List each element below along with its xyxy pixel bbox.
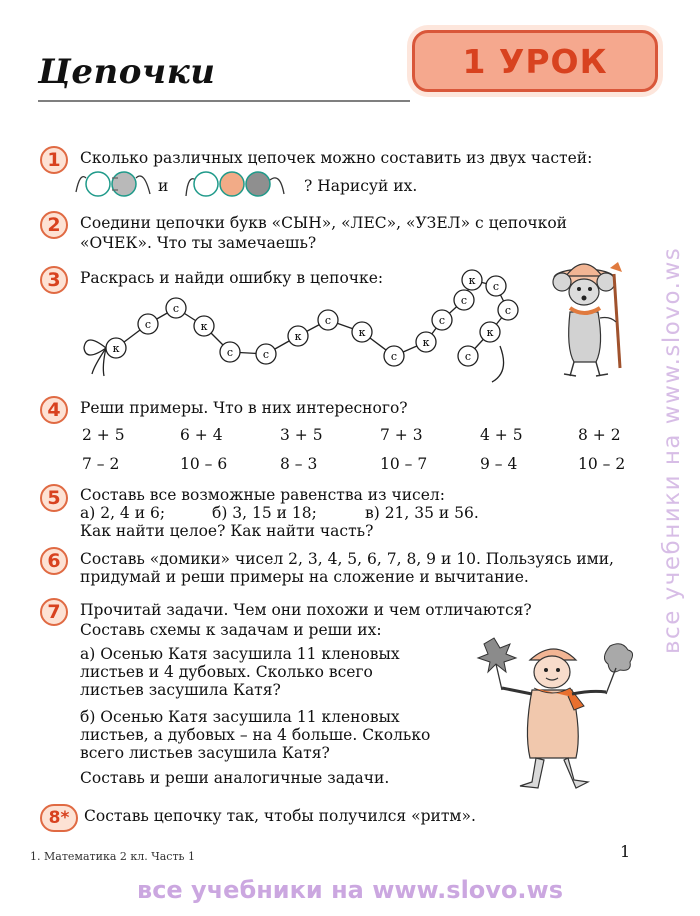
- bead-letter: с: [390, 350, 398, 363]
- example-r2-3: 8 – 3: [280, 455, 318, 473]
- bead-letter: с: [226, 346, 234, 359]
- task-2-line-1: Соедини цепочки букв «СЫН», «ЛЕС», «УЗЕЛ» с цепочкой: [80, 214, 568, 232]
- example-r2-2: 10 – 6: [180, 455, 228, 473]
- girl-coat-icon: [502, 688, 606, 758]
- task-7b-line-2: листьев, а дубовых – на 4 больше. Сколько: [80, 726, 431, 744]
- chain-bow-icon: [84, 340, 106, 376]
- girl-illustration: [472, 632, 640, 792]
- bead-letter: к: [486, 326, 494, 339]
- bead: [486, 276, 506, 296]
- bead: [138, 314, 158, 334]
- example-r1-2: 6 + 4: [180, 426, 223, 444]
- task-5-number: 5: [40, 484, 68, 512]
- chain-tail: [492, 346, 504, 382]
- bead-letter: с: [144, 318, 152, 331]
- bead: [454, 290, 474, 310]
- task-7-line-1: Прочитай задачи. Чем они похожи и чем отличаются?: [80, 601, 532, 619]
- bead: [288, 326, 308, 346]
- bead-letter: с: [324, 314, 332, 327]
- page-title: Цепочки: [38, 52, 216, 92]
- bead: [318, 310, 338, 330]
- task-6-line-1: Составь «домики» чисел 2, 3, 4, 5, 6, 7, 8, 9 и 10. Пользуясь ими,: [80, 550, 614, 568]
- task-1-tail: ? Нарисуй их.: [304, 177, 418, 195]
- task-6-line-2: придумай и реши примеры на сложение и вычитание.: [80, 568, 529, 586]
- example-r1-3: 3 + 5: [280, 426, 323, 444]
- example-r2-5: 9 – 4: [480, 455, 518, 473]
- chain-gray-gray: [76, 172, 150, 196]
- bead-letter: к: [294, 330, 302, 343]
- bead-letter: к: [200, 320, 208, 333]
- bead: [480, 322, 500, 342]
- page-number: 1: [620, 842, 631, 861]
- chain-orange-gray: [186, 172, 284, 196]
- footer-book-title: 1. Математика 2 кл. Часть 1: [30, 850, 196, 863]
- task-7b-line-1: б) Осенью Катя засушила 11 кленовых: [80, 708, 400, 726]
- bead: [352, 322, 372, 342]
- girl-face-icon: [534, 656, 570, 688]
- task-1-chains: [70, 168, 310, 202]
- task-3-number: 3: [40, 266, 68, 294]
- lesson-badge: 1 УРОК: [412, 30, 658, 92]
- bead: [194, 316, 214, 336]
- example-r2-6: 10 – 2: [578, 455, 626, 473]
- task-8-text: Составь цепочку так, чтобы получился «ритм».: [84, 807, 476, 825]
- bead: [256, 344, 276, 364]
- side-watermark: все учебники на www.slovo.ws: [659, 246, 685, 654]
- bead-letter: с: [460, 294, 468, 307]
- example-r1-1: 2 + 5: [82, 426, 125, 444]
- task-7a-line-3: листьев засушила Катя?: [80, 681, 281, 699]
- task-2-number: 2: [40, 211, 68, 239]
- task-5-line-3: Как найти целое? Как найти часть?: [80, 522, 374, 540]
- bead-letter: с: [504, 304, 512, 317]
- title-underline: [38, 100, 410, 102]
- bead: [462, 270, 482, 290]
- bead-letter: с: [464, 350, 472, 363]
- mouse-head-icon: [569, 279, 599, 305]
- bead: [166, 298, 186, 318]
- task-1-and: и: [158, 177, 169, 195]
- oak-leaf-icon: [604, 644, 632, 694]
- bead: [384, 346, 404, 366]
- example-r2-4: 10 – 7: [380, 455, 428, 473]
- bead: [458, 346, 478, 366]
- bottom-watermark: все учебники на www.slovo.ws: [137, 876, 563, 904]
- beads: [106, 270, 518, 366]
- example-r1-4: 7 + 3: [380, 426, 423, 444]
- task-6-number: 6: [40, 547, 68, 575]
- task-5-option-c: в) 21, 35 и 56.: [365, 504, 479, 522]
- bead: [220, 342, 240, 362]
- girl-boots-icon: [520, 758, 588, 788]
- task-4-number: 4: [40, 396, 68, 424]
- example-r1-6: 8 + 2: [578, 426, 621, 444]
- bead-letter: с: [262, 348, 270, 361]
- task-1-text: Сколько различных цепочек можно составить из двух частей:: [80, 149, 593, 167]
- bead-letter: с: [438, 314, 446, 327]
- task-1-number: 1: [40, 146, 68, 174]
- task-7-last: Составь и реши аналогичные задачи.: [80, 769, 390, 787]
- task-5-line-1: Составь все возможные равенства из чисел:: [80, 486, 445, 504]
- bead-letter: к: [358, 326, 366, 339]
- task-7a-line-2: листьев и 4 дубовых. Сколько всего: [80, 663, 373, 681]
- task-7-number: 7: [40, 598, 68, 626]
- bead: [432, 310, 452, 330]
- bead-letter: к: [468, 274, 476, 287]
- example-r1-5: 4 + 5: [480, 426, 523, 444]
- task-8-number: 8*: [40, 804, 78, 832]
- task-7-line-2: Составь схемы к задачам и реши их:: [80, 621, 382, 639]
- task-5-option-b: б) 3, 15 и 18;: [212, 504, 317, 522]
- bead-letter: к: [422, 336, 430, 349]
- task-3-text: Раскрась и найди ошибку в цепочке:: [80, 269, 384, 287]
- example-r2-1: 7 – 2: [82, 455, 120, 473]
- bead-letter: с: [492, 280, 500, 293]
- bead: [106, 338, 126, 358]
- maple-leaf-icon: [478, 638, 516, 690]
- task-5-option-a: а) 2, 4 и 6;: [80, 504, 166, 522]
- bead: [416, 332, 436, 352]
- bead-chain: [80, 262, 540, 386]
- bead-letter: с: [172, 302, 180, 315]
- bead-letter: к: [112, 342, 120, 355]
- task-7b-line-3: всего листьев засушила Катя?: [80, 744, 330, 762]
- task-7a-line-1: а) Осенью Катя засушила 11 кленовых: [80, 645, 400, 663]
- bead: [498, 300, 518, 320]
- mouse-illustration: [540, 258, 636, 384]
- task-4-text: Реши примеры. Что в них интересного?: [80, 399, 408, 417]
- task-2-line-2: «ОЧЕК». Что ты замечаешь?: [80, 234, 317, 252]
